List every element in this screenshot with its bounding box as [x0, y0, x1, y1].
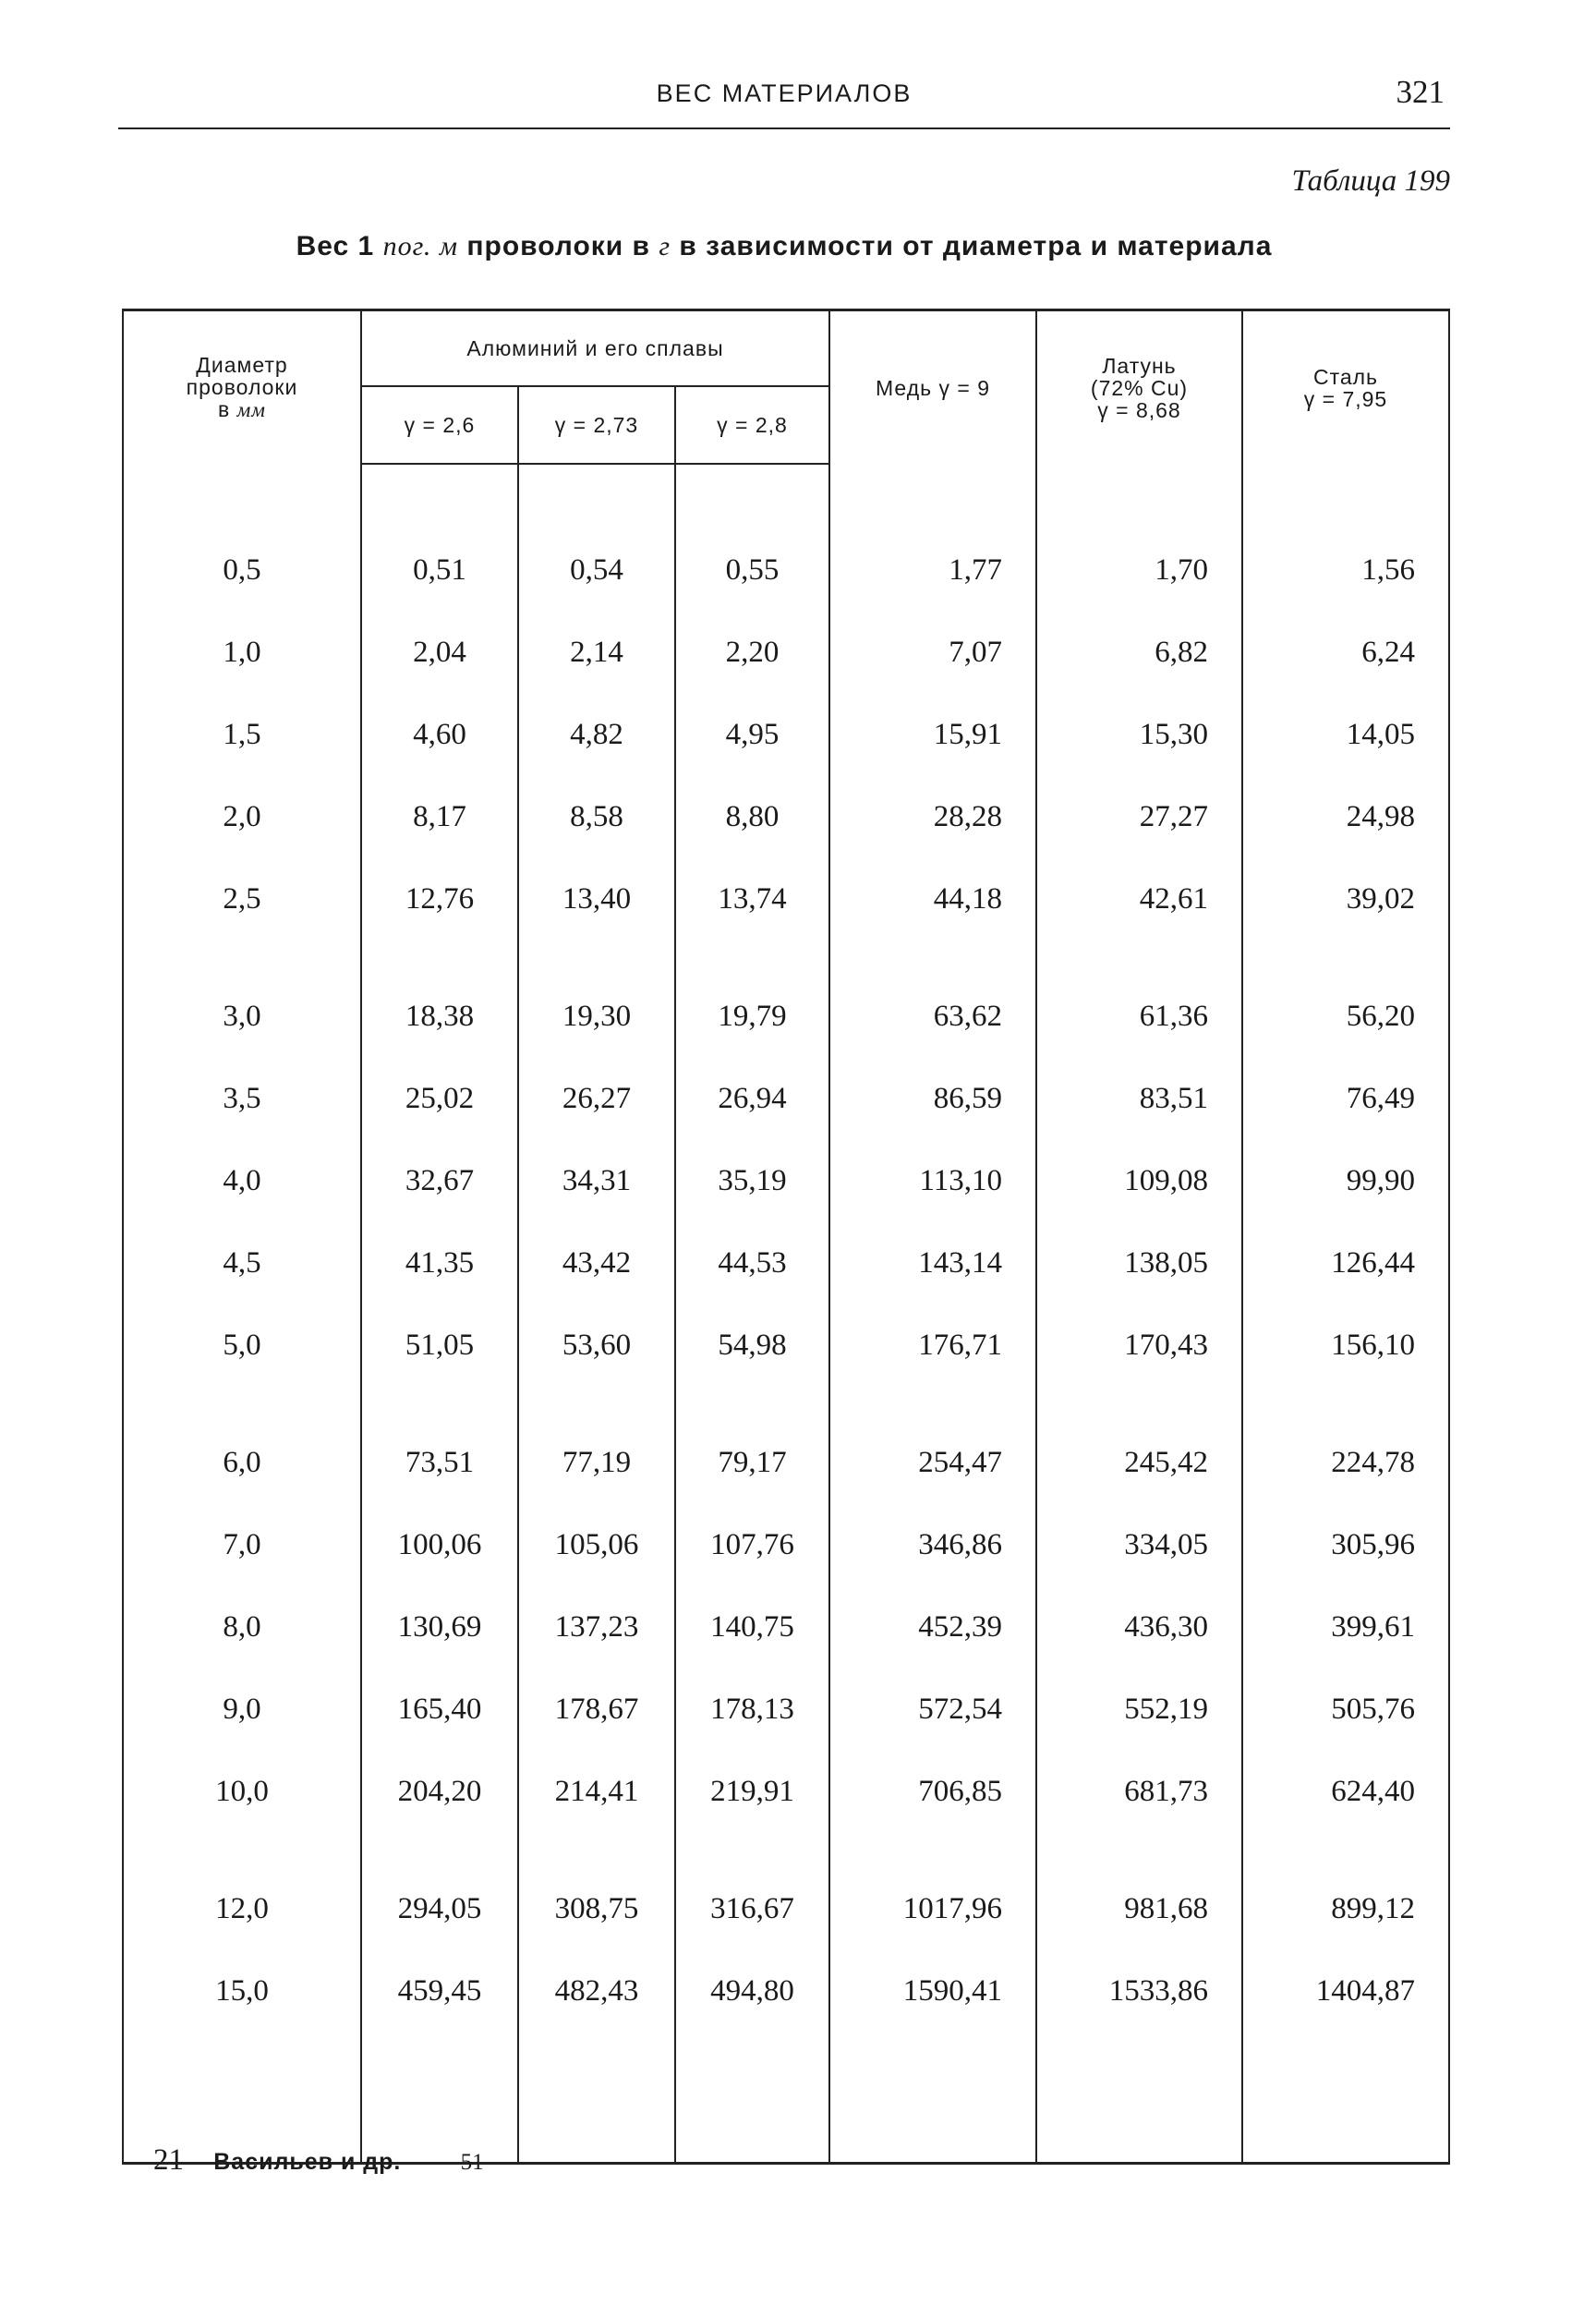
cell-brass: 83,51 [1036, 1058, 1242, 1140]
cell-copper: 113,10 [829, 1140, 1036, 1222]
caption-text-2: проволоки в [458, 231, 659, 261]
cell-steel: 126,44 [1242, 1222, 1449, 1305]
cell-steel: 14,05 [1242, 694, 1449, 776]
header-steel [1242, 310, 1449, 465]
cell-al-2-8: 26,94 [675, 1058, 829, 1140]
cell-al-2-73: 53,60 [518, 1305, 675, 1387]
cell-steel: 1,56 [1242, 529, 1449, 612]
cell-brass: 552,19 [1036, 1669, 1242, 1751]
cell-steel: 624,40 [1242, 1751, 1449, 1833]
header-brass-line3: γ = 8,68 [1097, 397, 1181, 422]
cell-copper: 176,71 [829, 1305, 1036, 1387]
cell-al-2-8: 0,55 [675, 529, 829, 612]
cell-copper: 1,77 [829, 529, 1036, 612]
header-brass-line2: (72% Cu) [1090, 375, 1189, 400]
table-row [123, 1387, 1449, 1504]
cell-steel: 24,98 [1242, 776, 1449, 858]
cell-diameter: 8,0 [123, 1586, 361, 1669]
cell-diameter: 4,5 [123, 1222, 361, 1305]
header-al-2-6: γ = 2,6 [361, 386, 518, 464]
cell-copper: 254,47 [829, 1387, 1036, 1504]
header-diameter-unit: мм [236, 398, 266, 421]
cell-copper: 1590,41 [829, 1950, 1036, 2033]
cell-al-2-73: 178,67 [518, 1669, 675, 1751]
cell-al-2-6: 459,45 [361, 1950, 518, 2033]
cell-al-2-73: 43,42 [518, 1222, 675, 1305]
cell-al-2-6: 204,20 [361, 1751, 518, 1833]
cell-brass: 1533,86 [1036, 1950, 1242, 2033]
cell-copper: 1017,96 [829, 1833, 1036, 1950]
cell-diameter: 15,0 [123, 1950, 361, 2033]
table-row [123, 776, 1449, 858]
table-row [123, 1950, 1449, 2033]
cell-steel: 156,10 [1242, 1305, 1449, 1387]
table-row [123, 1305, 1449, 1387]
running-head [118, 72, 1450, 129]
footer-authors: Васильев и др. [213, 2149, 402, 2175]
cell-brass: 6,82 [1036, 612, 1242, 694]
cell-al-2-73: 105,06 [518, 1504, 675, 1586]
header-brass [1036, 310, 1242, 465]
cell-brass: 981,68 [1036, 1833, 1242, 1950]
cell-copper: 44,18 [829, 858, 1036, 941]
cell-diameter: 5,0 [123, 1305, 361, 1387]
cell-al-2-6: 8,17 [361, 776, 518, 858]
running-title: ВЕС МАТЕРИАЛОВ [656, 79, 913, 107]
cell-al-2-6: 4,60 [361, 694, 518, 776]
header-diameter-line1: Диаметр [196, 353, 288, 377]
cell-al-2-6: 18,38 [361, 941, 518, 1058]
table-row [123, 941, 1449, 1058]
cell-copper: 346,86 [829, 1504, 1036, 1586]
header-al-2-73: γ = 2,73 [518, 386, 675, 464]
table-row [123, 1140, 1449, 1222]
cell-copper: 86,59 [829, 1058, 1036, 1140]
cell-steel: 39,02 [1242, 858, 1449, 941]
wire-weight-table [122, 309, 1450, 2165]
cell-copper: 7,07 [829, 612, 1036, 694]
cell-diameter: 6,0 [123, 1387, 361, 1504]
header-diameter [123, 310, 361, 465]
footer-sheet-number: 21 [153, 2143, 184, 2177]
cell-copper: 452,39 [829, 1586, 1036, 1669]
cell-steel: 76,49 [1242, 1058, 1449, 1140]
cell-brass: 170,43 [1036, 1305, 1242, 1387]
cell-diameter: 1,0 [123, 612, 361, 694]
table-row [123, 1833, 1449, 1950]
cell-al-2-6: 165,40 [361, 1669, 518, 1751]
cell-diameter: 12,0 [123, 1833, 361, 1950]
cell-al-2-8: 4,95 [675, 694, 829, 776]
header-steel-line1: Сталь [1312, 364, 1379, 389]
cell-brass: 15,30 [1036, 694, 1242, 776]
cell-al-2-73: 482,43 [518, 1950, 675, 2033]
cell-brass: 436,30 [1036, 1586, 1242, 1669]
cell-brass: 681,73 [1036, 1751, 1242, 1833]
cell-diameter: 2,5 [123, 858, 361, 941]
cell-al-2-73: 26,27 [518, 1058, 675, 1140]
cell-steel: 899,12 [1242, 1833, 1449, 1950]
header-diameter-line3 [124, 398, 360, 421]
cell-al-2-6: 100,06 [361, 1504, 518, 1586]
cell-al-2-73: 308,75 [518, 1833, 675, 1950]
header-diameter-prefix: в [218, 397, 237, 421]
cell-diameter: 3,0 [123, 941, 361, 1058]
cell-al-2-6: 130,69 [361, 1586, 518, 1669]
cell-al-2-8: 54,98 [675, 1305, 829, 1387]
cell-brass: 109,08 [1036, 1140, 1242, 1222]
cell-al-2-8: 2,20 [675, 612, 829, 694]
cell-al-2-8: 107,76 [675, 1504, 829, 1586]
header-aluminium: Алюминий и его сплавы [361, 310, 829, 387]
cell-steel: 1404,87 [1242, 1950, 1449, 2033]
table-row [123, 1669, 1449, 1751]
cell-diameter: 0,5 [123, 529, 361, 612]
cell-al-2-8: 494,80 [675, 1950, 829, 2033]
table-row [123, 1058, 1449, 1140]
header-al-2-8: γ = 2,8 [675, 386, 829, 464]
table-row [123, 694, 1449, 776]
caption-unit-1: пог. м [382, 231, 459, 261]
cell-steel: 399,61 [1242, 1586, 1449, 1669]
table-number: Таблица 199 [1291, 164, 1450, 198]
cell-copper: 143,14 [829, 1222, 1036, 1305]
table-row [123, 1222, 1449, 1305]
cell-diameter: 7,0 [123, 1504, 361, 1586]
cell-al-2-73: 0,54 [518, 529, 675, 612]
caption-text-3: в зависимости от диаметра и материала [671, 231, 1273, 261]
cell-al-2-73: 4,82 [518, 694, 675, 776]
table-row [123, 1586, 1449, 1669]
cell-al-2-8: 19,79 [675, 941, 829, 1058]
cell-brass: 138,05 [1036, 1222, 1242, 1305]
cell-brass: 27,27 [1036, 776, 1242, 858]
cell-diameter: 2,0 [123, 776, 361, 858]
cell-al-2-8: 44,53 [675, 1222, 829, 1305]
footer-signature: 51 [460, 2150, 484, 2175]
cell-al-2-73: 34,31 [518, 1140, 675, 1222]
cell-brass: 334,05 [1036, 1504, 1242, 1586]
cell-al-2-6: 25,02 [361, 1058, 518, 1140]
table-row [123, 1504, 1449, 1586]
cell-brass: 61,36 [1036, 941, 1242, 1058]
cell-al-2-6: 41,35 [361, 1222, 518, 1305]
cell-steel: 505,76 [1242, 1669, 1449, 1751]
cell-copper: 63,62 [829, 941, 1036, 1058]
header-brass-line1: Латунь [1102, 353, 1177, 378]
cell-steel: 224,78 [1242, 1387, 1449, 1504]
cell-al-2-8: 316,67 [675, 1833, 829, 1950]
cell-steel: 99,90 [1242, 1140, 1449, 1222]
cell-al-2-8: 35,19 [675, 1140, 829, 1222]
table-row [123, 858, 1449, 941]
cell-diameter: 3,5 [123, 1058, 361, 1140]
cell-diameter: 9,0 [123, 1669, 361, 1751]
cell-brass: 42,61 [1036, 858, 1242, 941]
cell-al-2-8: 79,17 [675, 1387, 829, 1504]
cell-al-2-73: 13,40 [518, 858, 675, 941]
cell-copper: 15,91 [829, 694, 1036, 776]
header-copper: Медь γ = 9 [829, 310, 1036, 465]
cell-al-2-73: 214,41 [518, 1751, 675, 1833]
table-caption [118, 231, 1450, 262]
cell-al-2-6: 73,51 [361, 1387, 518, 1504]
cell-al-2-73: 8,58 [518, 776, 675, 858]
header-diameter-line2: проволоки [186, 375, 298, 399]
cell-al-2-6: 12,76 [361, 858, 518, 941]
cell-al-2-6: 294,05 [361, 1833, 518, 1950]
cell-copper: 572,54 [829, 1669, 1036, 1751]
cell-brass: 245,42 [1036, 1387, 1242, 1504]
footer [153, 2143, 484, 2178]
table-row [123, 612, 1449, 694]
cell-steel: 56,20 [1242, 941, 1449, 1058]
spacer-row [123, 464, 1449, 529]
cell-al-2-6: 32,67 [361, 1140, 518, 1222]
caption-text-1: Вес 1 [296, 231, 383, 261]
table-row [123, 529, 1449, 612]
cell-al-2-6: 51,05 [361, 1305, 518, 1387]
cell-al-2-8: 13,74 [675, 858, 829, 941]
cell-diameter: 4,0 [123, 1140, 361, 1222]
cell-copper: 28,28 [829, 776, 1036, 858]
cell-steel: 6,24 [1242, 612, 1449, 694]
table-body [123, 464, 1449, 2164]
caption-unit-2: г [659, 231, 671, 261]
cell-al-2-73: 2,14 [518, 612, 675, 694]
cell-al-2-8: 8,80 [675, 776, 829, 858]
cell-al-2-73: 77,19 [518, 1387, 675, 1504]
cell-diameter: 10,0 [123, 1751, 361, 1833]
cell-al-2-73: 137,23 [518, 1586, 675, 1669]
cell-al-2-6: 2,04 [361, 612, 518, 694]
cell-diameter: 1,5 [123, 694, 361, 776]
cell-al-2-8: 178,13 [675, 1669, 829, 1751]
cell-al-2-6: 0,51 [361, 529, 518, 612]
cell-al-2-8: 219,91 [675, 1751, 829, 1833]
cell-steel: 305,96 [1242, 1504, 1449, 1586]
table-row [123, 1751, 1449, 1833]
page-number: 321 [1396, 74, 1445, 110]
cell-al-2-73: 19,30 [518, 941, 675, 1058]
cell-brass: 1,70 [1036, 529, 1242, 612]
cell-al-2-8: 140,75 [675, 1586, 829, 1669]
cell-copper: 706,85 [829, 1751, 1036, 1833]
header-steel-line2: γ = 7,95 [1303, 386, 1388, 411]
